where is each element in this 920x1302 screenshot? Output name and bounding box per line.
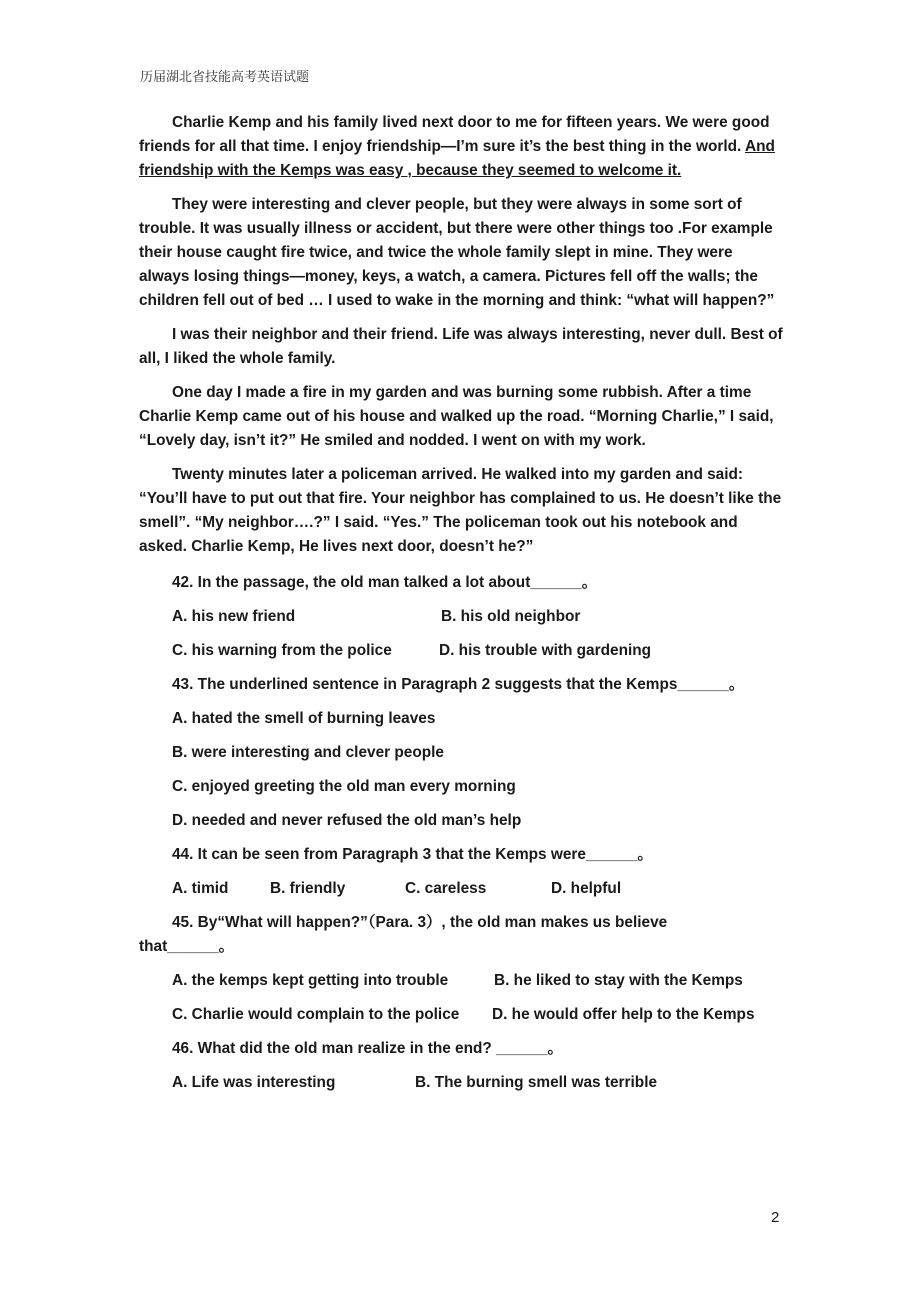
question-45-option-d: D. he would offer help to the Kemps bbox=[492, 1006, 755, 1023]
question-43-option-a: A. hated the smell of burning leaves bbox=[172, 710, 436, 727]
document-body bbox=[139, 111, 783, 1105]
question-42-option-d: D. his trouble with gardening bbox=[439, 642, 652, 659]
question-45-stem: 45. By“What will happen?”（Para. 3）, the old man makes us believe bbox=[172, 914, 668, 931]
paragraph-3: I was their neighbor and their friend. Life was always interesting, never dull. Best of all, I liked the whole family. bbox=[139, 326, 783, 367]
question-46-stem: 46. What did the old man realize in the end? ______。 bbox=[172, 1040, 563, 1057]
question-46-option-a: A. Life was interesting bbox=[172, 1074, 336, 1091]
question-45-stem-continued: that______。 bbox=[139, 938, 234, 955]
question-45-option-a: A. the kemps kept getting into trouble bbox=[172, 972, 449, 989]
paragraph-1 bbox=[139, 111, 783, 183]
question-46-options bbox=[139, 1071, 783, 1095]
paragraph-2: They were interesting and clever people, but they were always in some sort of trouble. It was usually illness or accident, but there were other things too .For example their house caught fire twice, and twice the whole family slept in mine. They were always losing things—money, keys, a watch, a camera. Pictures fell off the walls; the children fell out of bed … I used to wake in the morning and think: “what will happen?” bbox=[139, 196, 775, 309]
question-44-stem: 44. It can be seen from Paragraph 3 that the Kemps were______。 bbox=[172, 846, 653, 863]
question-43-option-b: B. were interesting and clever people bbox=[172, 744, 444, 761]
question-44-option-c: C. careless bbox=[405, 880, 487, 897]
question-46-option-b: B. The burning smell was terrible bbox=[415, 1074, 658, 1091]
question-42-options-row-2 bbox=[139, 639, 783, 663]
question-42-stem: 42. In the passage, the old man talked a lot about______。 bbox=[172, 574, 598, 591]
paragraph-5: Twenty minutes later a policeman arrived. He walked into my garden and said: “You’ll have to put out that fire. Your neighbor has complained to us. He doesn’t like the smell”. “My neighbor….?” I said. “Yes.” The policeman took out his notebook and asked. Charlie Kemp, He lives next door, doesn’t he?” bbox=[139, 466, 782, 555]
question-45-options-row-2 bbox=[139, 1003, 783, 1027]
underlined-sentence: And friendship with the Kemps was easy , because they seemed to welcome it. bbox=[139, 138, 775, 179]
paragraph-1-text: Charlie Kemp and his family lived next door to me for fifteen years. We were good friends for all that time. I enjoy friendship—I’m sure it’s the best thing in the world. bbox=[139, 114, 770, 155]
paragraph-4: One day I made a fire in my garden and was burning some rubbish. After a time Charlie Kemp came out of his house and walked up the road. “Morning Charlie,” I said, “Lovely day, isn’t it?” He smiled and nodded. I went on with my work. bbox=[139, 384, 774, 449]
question-42-option-b: B. his old neighbor bbox=[441, 608, 581, 625]
question-44-options bbox=[139, 877, 783, 901]
question-42-option-a: A. his new friend bbox=[172, 608, 296, 625]
question-42-options-row-1 bbox=[139, 605, 783, 629]
question-43-option-d: D. needed and never refused the old man’s help bbox=[172, 812, 522, 829]
question-44-option-a: A. timid bbox=[172, 880, 229, 897]
question-45-option-b: B. he liked to stay with the Kemps bbox=[494, 972, 743, 989]
question-44-option-d: D. helpful bbox=[551, 880, 622, 897]
question-45-option-c: C. Charlie would complain to the police bbox=[172, 1006, 460, 1023]
question-43-option-c: C. enjoyed greeting the old man every morning bbox=[172, 778, 516, 795]
page-header: 历届湖北省技能高考英语试题 bbox=[140, 70, 310, 85]
page-number: 2 bbox=[771, 1209, 780, 1226]
question-45-options-row-1 bbox=[139, 969, 783, 993]
question-42-option-c: C. his warning from the police bbox=[172, 642, 392, 659]
question-43-stem: 43. The underlined sentence in Paragraph 2 suggests that the Kemps______。 bbox=[172, 676, 745, 693]
question-44-option-b: B. friendly bbox=[270, 880, 346, 897]
